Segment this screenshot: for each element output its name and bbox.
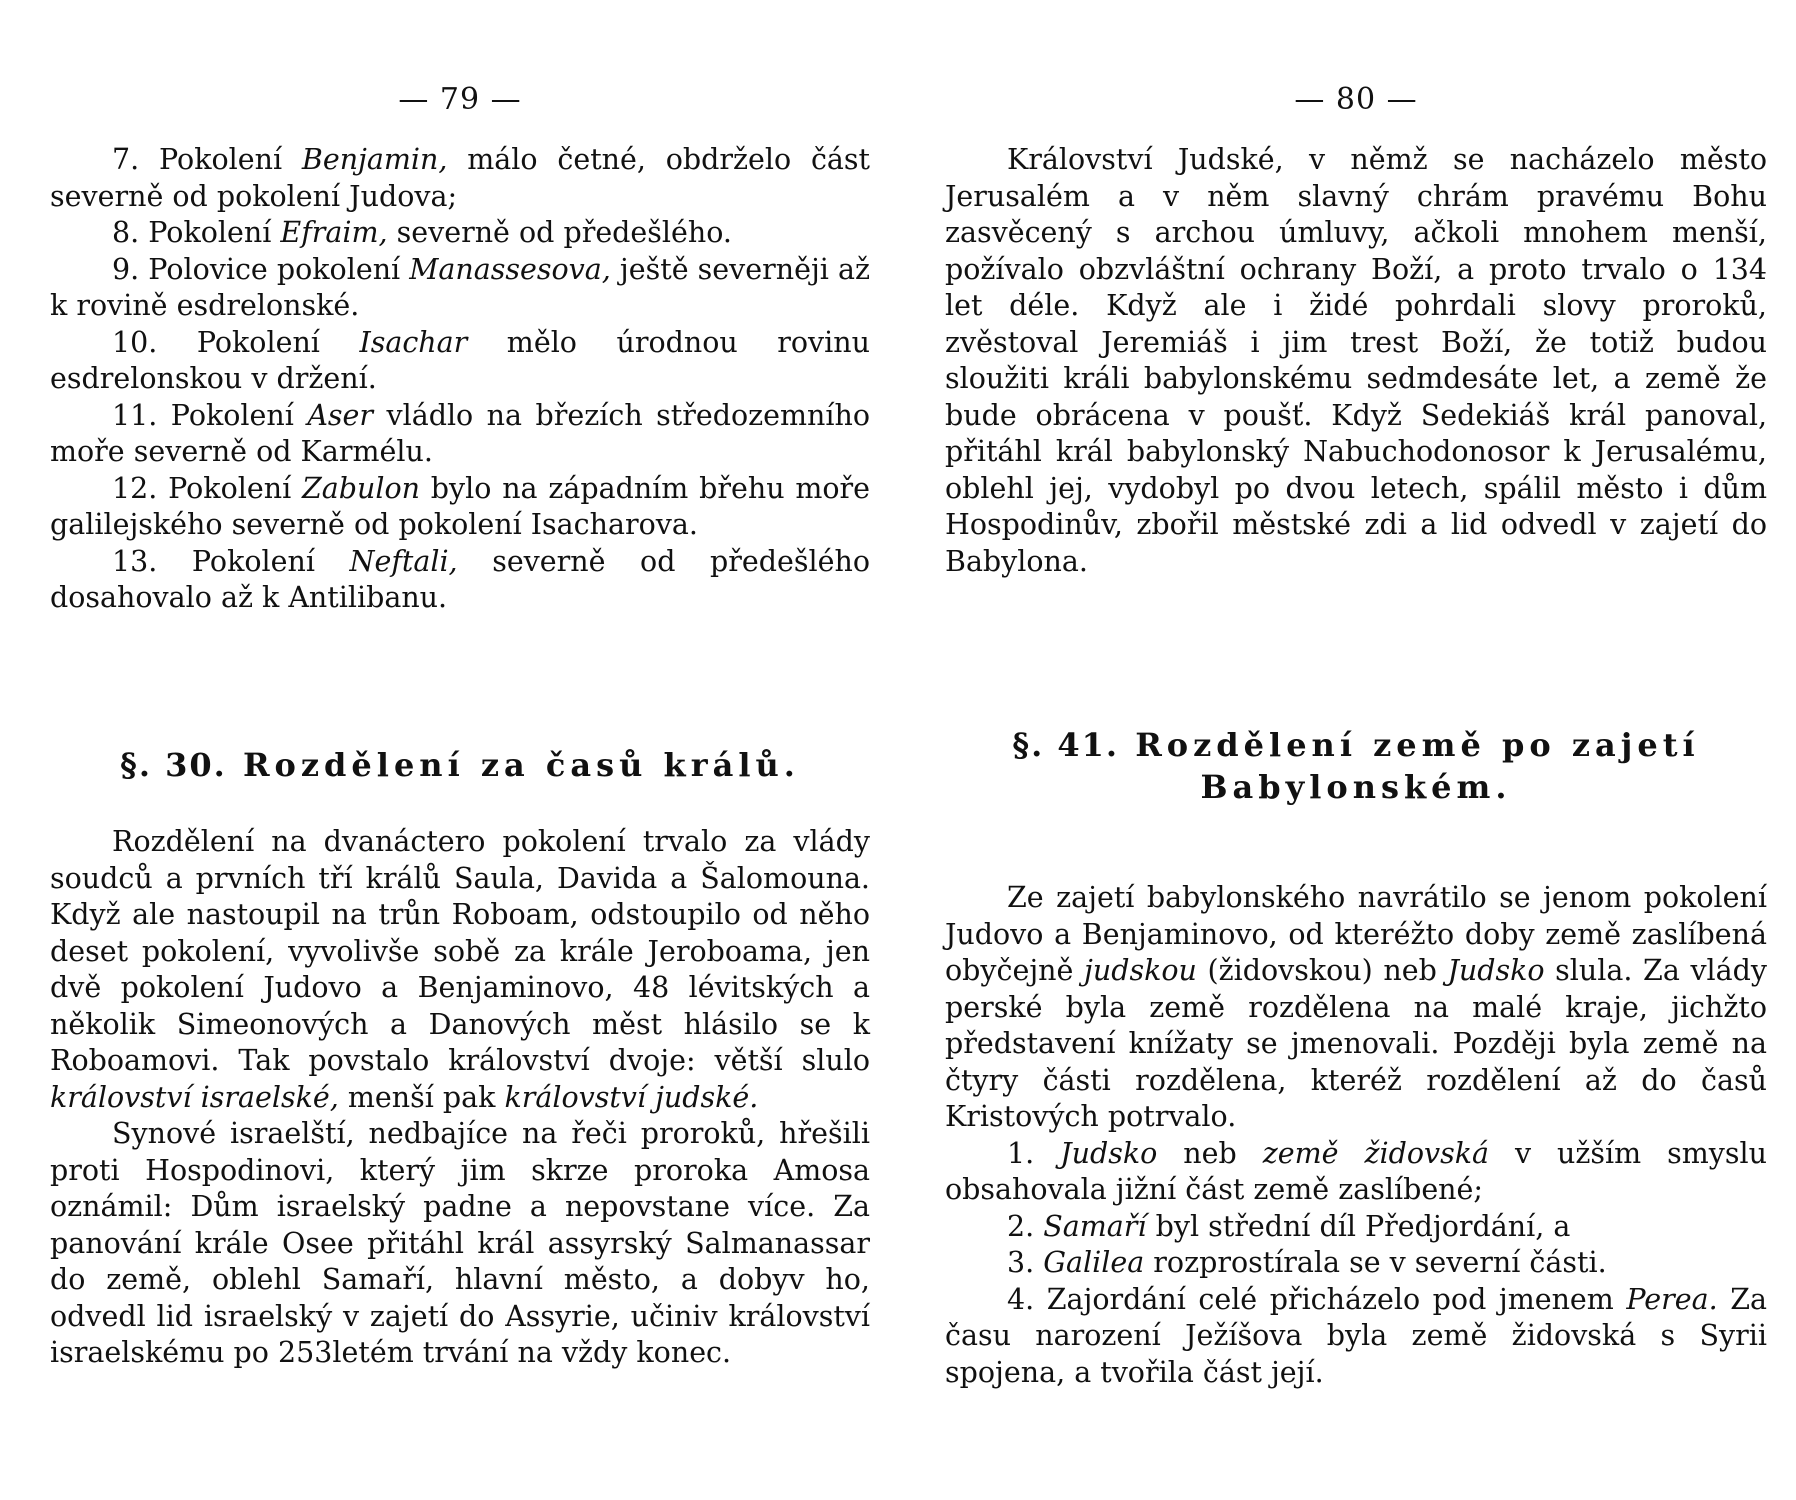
section-number: §. 41. — [1012, 726, 1120, 764]
page-number: — 80 — — [1294, 82, 1418, 117]
page-number: — 79 — — [398, 82, 522, 117]
list-item: 10. Pokolení Isachar mělo úrodnou rovinu esdrelonskou v držení. — [50, 325, 870, 395]
list-item: 9. Polovice pokolení Manassesova, ještě severněji až k rovině esdrelonské. — [50, 252, 870, 322]
list-item: 1. Judsko neb země židovská v užším smyslu obsahovala jižní část země zaslíbené; — [945, 1136, 1767, 1206]
section-title-line2: Babylonském. — [1200, 768, 1512, 806]
list-item: 11. Pokolení Aser vládlo na březích středozemního moře severně od Karmélu. — [50, 398, 870, 468]
list-item: 12. Pokolení Zabulon bylo na západním břehu moře galilejského severně od pokolení Isacharova. — [50, 471, 871, 541]
body-text-2 — [945, 880, 1767, 1391]
left-page — [50, 0, 870, 1500]
right-page — [945, 0, 1767, 1500]
section-title: Rozdělení za časů králů. — [242, 746, 800, 784]
list-item: 8. Pokolení Efraim, severně od předešlého. — [112, 216, 732, 249]
section-heading — [945, 724, 1767, 808]
paragraph: Království Judské, v němž se nacházelo město Jerusalém a v něm slavný chrám pravému Bohu zasvěcený s archou úmluvy, ačkoli mnohem menší, požívalo obzvláštní ochrany Boží, a proto trvalo o 134 let déle. Když ale i židé pohrdali slovy proroků, zvěstoval Jeremiáš i jim trest Boží, že totiž budou sloužiti králi babylonskému sedmdesáte let, a země že bude obrácena v poušť. Když Sedekiáš král panoval, přitáhl král babylonský Nabuchodonosor k Jerusalému, oblehl jej, vydobyl po dvou letech, spálil město i dům Hospodinův, zbořil městské zdi a lid odvedl v zajetí do Babylona. — [945, 143, 1767, 578]
body-text — [50, 824, 870, 1372]
list-item: 7. Pokolení Benjamin, málo četné, obdrželo část severně od pokolení Judova; — [50, 143, 870, 213]
list-item: 13. Pokolení Neftali, severně od předešlého dosahovalo až k Antilibanu. — [50, 544, 870, 614]
section-title-line1: Rozdělení země po zajetí — [1135, 726, 1700, 764]
section-number: §. 30. — [120, 746, 227, 784]
section-heading — [50, 744, 870, 786]
tribe-list — [50, 142, 870, 617]
paragraph: Rozdělení na dvanáctero pokolení trvalo za vlády soudců a prvních tří králů Saula, Davida a Šalomouna. Když ale nastoupil na trůn Roboam, odstoupilo od něho deset pokolení, vyvolivše sobě za krále Jeroboama, jen dvě pokolení Judovo a Benjaminovo, 48 lévitských a několik Simeonových a Danových měst hlásilo se k Roboamovi. Tak povstalo království dvoje: větší slulo království israelské, menší pak království judské. — [50, 825, 870, 1114]
paragraph: Synové israelští, nedbajíce na řeči proroků, hřešili proti Hospodinovi, který jim skrze proroka Amosa oznámil: Dům israelský padne a nepovstane více. Za panování krále Osee přitáhl král assyrský Salmanassar do země, oblehl Samaří, hlavní město, a dobyv ho, odvedl lid israelský v zajetí do Assyrie, učiniv království israelskému po 253letém trvání na vždy konec. — [50, 1117, 870, 1369]
list-item: 2. Samaří byl střední díl Předjordání, a — [1007, 1209, 1571, 1243]
body-text — [945, 142, 1767, 580]
list-item: 4. Zajordání celé přicházelo pod jmenem Perea. Za času narození Ježíšova byla země židovská s Syrii spojena, a tvořila část její. — [945, 1282, 1767, 1389]
list-item: 3. Galilea rozprostírala se v severní části. — [1007, 1246, 1607, 1279]
paragraph: Ze zajetí babylonského navrátilo se jenom pokolení Judovo a Benjaminovo, od kteréžto doby země zaslíbená obyčejně judskou (židovskou) neb Judsko slula. Za vlády perské byla země rozdělena na malé kraje, jichžto představení knížaty se jmenovali. Později byla země na čtyry části rozdělena, kteréž rozdělení až do časů Kristových potrvalo. — [945, 881, 1767, 1133]
